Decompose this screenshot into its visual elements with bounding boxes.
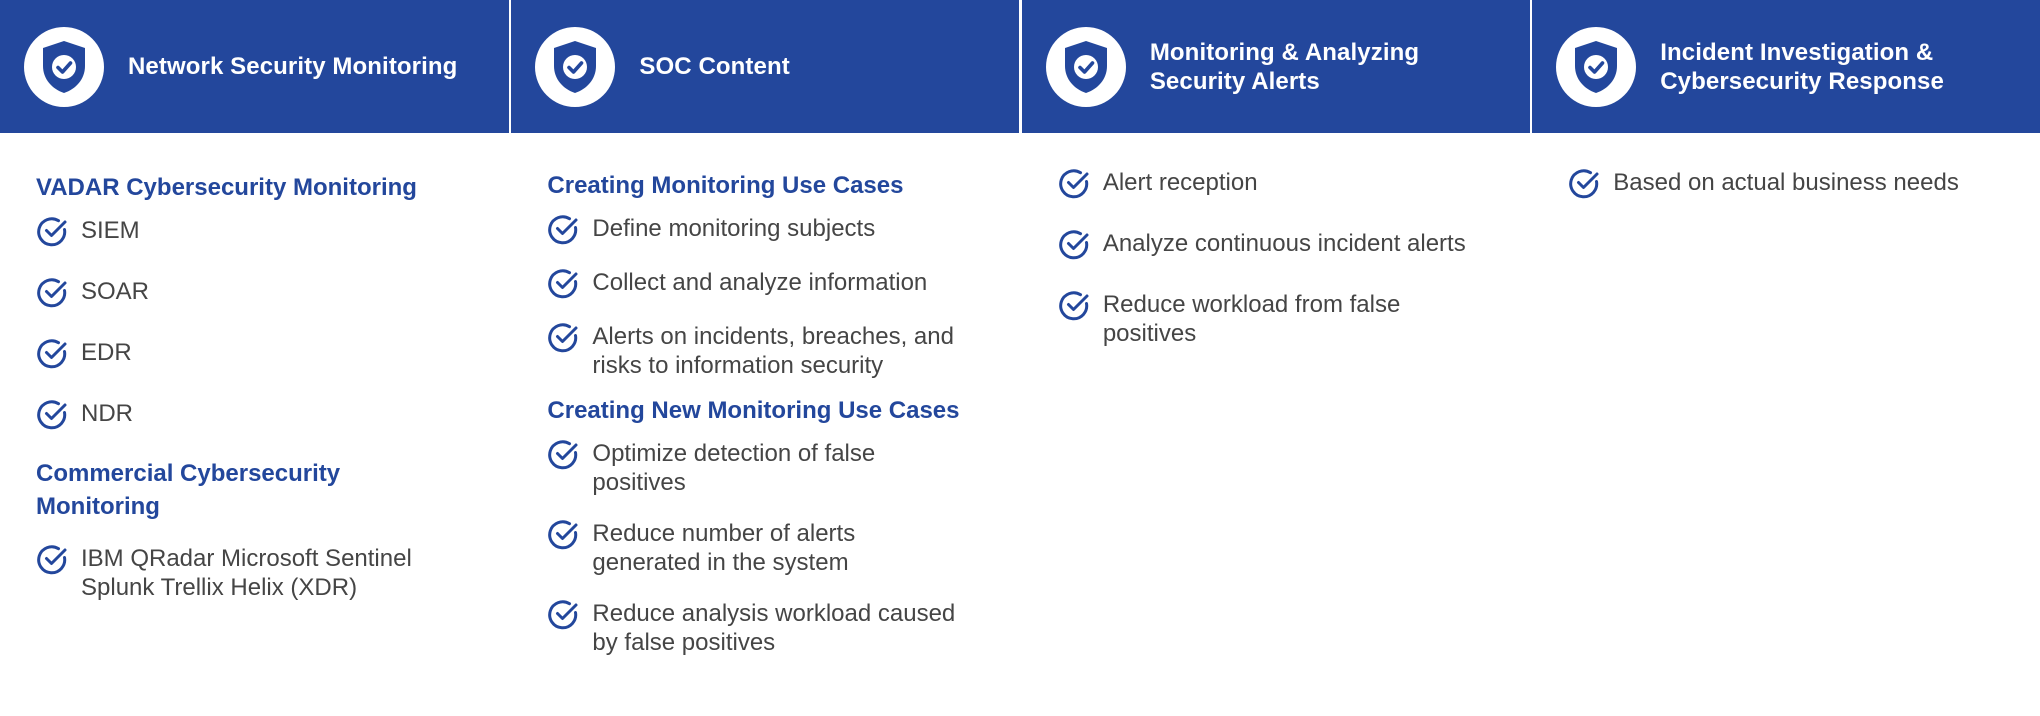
section-title: VADAR Cybersecurity Monitoring <box>36 174 417 201</box>
check-circle-icon <box>36 276 69 309</box>
column-header <box>0 0 509 133</box>
list-item <box>36 543 493 602</box>
list-item <box>1058 228 1514 261</box>
list-item <box>547 598 1003 657</box>
list-item <box>36 276 493 309</box>
check-circle-icon <box>1058 289 1091 322</box>
list-item <box>547 321 1003 380</box>
list-item-text: NDR <box>81 400 133 427</box>
check-circle-icon <box>1058 167 1091 200</box>
list-item-text: Define monitoring subjects <box>592 215 876 242</box>
check-circle-icon <box>547 518 580 551</box>
list-item-text: SIEM <box>81 217 140 244</box>
list-item <box>1058 289 1514 348</box>
column-title: Incident Investigation & Cybersecurity Response <box>1660 38 1944 95</box>
list-item <box>36 398 493 431</box>
list-item-text: SOAR <box>81 278 150 305</box>
column-title: SOC Content <box>639 53 790 80</box>
column-body <box>1532 133 2040 200</box>
list-item-text: Analyze continuous incident alerts <box>1102 230 1466 257</box>
list-item-text: Optimize detection of false positives <box>592 440 876 496</box>
check-circle-icon <box>1568 167 1601 200</box>
list-item-text: Reduce workload from false positives <box>1102 291 1401 347</box>
column-header <box>1532 0 2040 133</box>
column-body <box>0 133 509 602</box>
column-header <box>1022 0 1530 133</box>
shield-check-icon <box>1046 27 1126 107</box>
column-soc-content <box>511 0 1019 716</box>
list-item <box>1058 167 1514 200</box>
column-monitoring-analyzing-alerts <box>1022 0 1530 716</box>
shield-check-icon <box>1556 27 1636 107</box>
check-circle-icon <box>36 398 69 431</box>
check-circle-icon <box>547 213 580 246</box>
column-incident-investigation <box>1532 0 2040 716</box>
shield-check-icon <box>24 27 104 107</box>
list-item-text: Reduce analysis workload caused by false positives <box>592 600 956 656</box>
section-title: Commercial Cybersecurity Monitoring <box>36 460 341 520</box>
list-item <box>547 518 1003 577</box>
check-circle-icon <box>547 438 580 471</box>
list-item <box>36 215 493 248</box>
list-item <box>36 337 493 370</box>
list-item <box>547 438 1003 497</box>
column-title: Monitoring & Analyzing Security Alerts <box>1149 38 1420 95</box>
section-title: Creating New Monitoring Use Cases <box>547 397 960 424</box>
column-body <box>1022 133 1530 348</box>
list-item <box>1568 167 2024 200</box>
list-item-text: Collect and analyze information <box>592 269 928 296</box>
list-item-text: Based on actual business needs <box>1613 169 1959 196</box>
check-circle-icon <box>547 598 580 631</box>
list-item-text: IBM QRadar Microsoft Sentinel Splunk Trellix Helix (XDR) <box>81 545 412 601</box>
column-header <box>511 0 1019 133</box>
check-circle-icon <box>36 215 69 248</box>
list-item <box>547 213 1003 246</box>
check-circle-icon <box>547 321 580 354</box>
check-circle-icon <box>547 267 580 300</box>
column-network-security-monitoring <box>0 0 509 716</box>
check-circle-icon <box>1058 228 1091 261</box>
list-item-text: Alert reception <box>1102 169 1258 196</box>
check-circle-icon <box>36 337 69 370</box>
list-item <box>547 267 1003 300</box>
list-item-text: Alerts on incidents, breaches, and risks to information security <box>592 323 954 379</box>
shield-check-icon <box>535 27 615 107</box>
list-item-text: EDR <box>81 339 132 366</box>
check-circle-icon <box>36 543 69 576</box>
column-title: Network Security Monitoring <box>128 53 458 80</box>
column-body <box>511 133 1019 657</box>
section-title: Creating Monitoring Use Cases <box>547 172 904 199</box>
list-item-text: Reduce number of alerts generated in the system <box>592 520 856 576</box>
